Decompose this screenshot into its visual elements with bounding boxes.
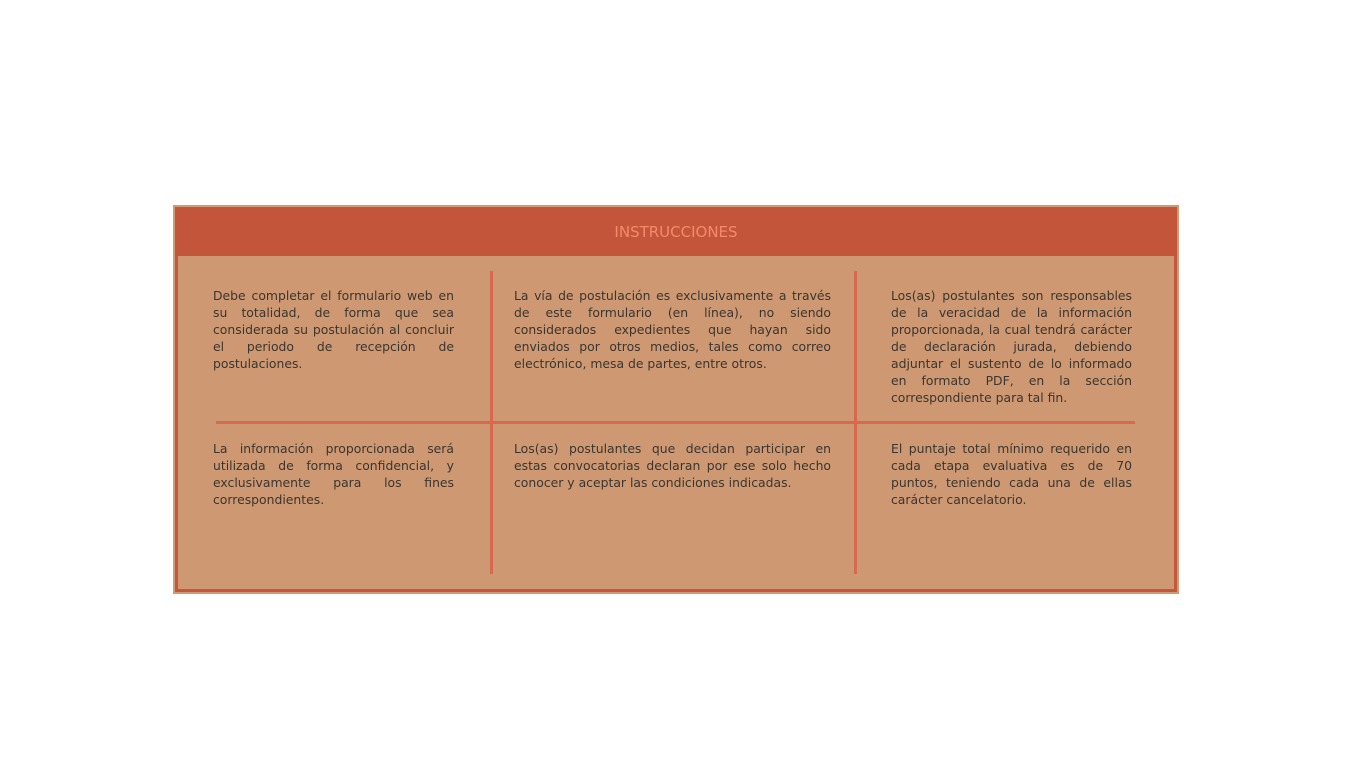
instruction-item: El puntaje total mínimo requerido en cada etapa evaluativa es de 70 puntos, teniendo cada una de ellas carácter cancelatorio. — [891, 441, 1132, 507]
instructions-panel — [173, 205, 1179, 594]
instructions-title: INSTRUCCIONES — [614, 222, 738, 241]
instruction-item: Los(as) postulantes son responsables de la veracidad de la información proporcionada, la cual tendrá carácter de declaración jurada, debiendo adjuntar el sustento de lo informado en formato PDF, en la sección correspondiente para tal fin. — [891, 288, 1132, 405]
row-divider — [216, 421, 1135, 424]
instructions-body — [175, 207, 1177, 592]
instruction-item: Los(as) postulantes que decidan participar en estas convocatorias declaran por ese solo hecho conocer y aceptar las condiciones indicadas. — [514, 441, 831, 490]
instructions-header — [175, 207, 1177, 256]
instruction-item: La información proporcionada será utilizada de forma confidencial, y exclusivamente para los fines correspondientes. — [213, 441, 454, 507]
instruction-item: Debe completar el formulario web en su totalidad, de forma que sea considerada su postulación al concluir el periodo de recepción de postulaciones. — [213, 288, 454, 371]
instruction-item: La vía de postulación es exclusivamente a través de este formulario (en línea), no siendo considerados expedientes que hayan sido enviados por otros medios, tales como correo electrónico, mesa de partes, entre otros. — [514, 288, 831, 371]
